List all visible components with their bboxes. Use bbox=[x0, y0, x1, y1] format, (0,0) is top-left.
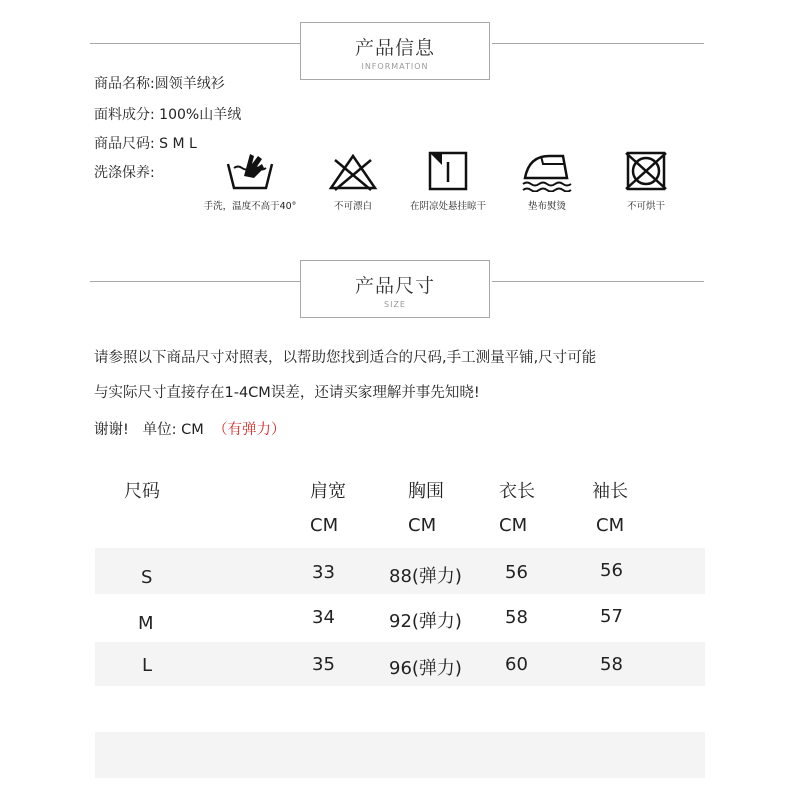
table-cell: 56 bbox=[505, 562, 528, 583]
care-item-no-tumble-dry bbox=[596, 150, 696, 212]
section-title: 产品尺寸 bbox=[354, 275, 435, 297]
no-tumble-dry-icon bbox=[620, 150, 672, 192]
table-unit: CM bbox=[596, 515, 625, 536]
divider-left bbox=[90, 281, 300, 282]
table-cell: 35 bbox=[312, 654, 335, 675]
section-title-box bbox=[300, 260, 490, 318]
table-row-bg-empty bbox=[95, 732, 705, 778]
care-item-shade-dry bbox=[398, 150, 498, 212]
table-cell: 34 bbox=[312, 607, 335, 628]
product-sizes: 商品尺码: S M L bbox=[94, 136, 197, 152]
notice-line-1: 请参照以下商品尺寸对照表，以帮助您找到适合的尺码,手工测量平铺,尺寸可能 bbox=[94, 350, 597, 366]
notice-line-2: 与实际尺寸直接存在1-4CM误差，还请买家理解并事先知晓! bbox=[94, 385, 480, 401]
unit-text: 单位: CM bbox=[142, 422, 204, 438]
table-cell: 56 bbox=[600, 560, 623, 581]
section-header-info bbox=[0, 22, 800, 80]
table-cell: L bbox=[142, 655, 153, 676]
table-cell: M bbox=[138, 613, 154, 634]
hand-wash-icon bbox=[224, 150, 276, 192]
notice-line-3 bbox=[94, 418, 286, 439]
table-header-shoulder: 肩宽 bbox=[310, 481, 346, 502]
section-subtitle: INFORMATION bbox=[361, 62, 429, 71]
table-cell: 57 bbox=[600, 606, 623, 627]
section-header-size bbox=[0, 260, 800, 318]
table-unit: CM bbox=[408, 515, 437, 536]
divider-left bbox=[90, 43, 300, 44]
section-title: 产品信息 bbox=[354, 37, 435, 59]
table-header-size: 尺码 bbox=[124, 481, 160, 502]
table-cell: 96(弹力) bbox=[389, 658, 462, 679]
section-subtitle: SIZE bbox=[384, 300, 406, 309]
table-cell: 92(弹力) bbox=[389, 611, 462, 632]
care-item-hand-wash bbox=[200, 150, 300, 212]
no-bleach-icon bbox=[327, 150, 379, 192]
care-item-no-bleach bbox=[303, 150, 403, 212]
care-item-iron bbox=[497, 150, 597, 212]
care-caption: 手洗，温度不高于40° bbox=[203, 201, 297, 212]
table-cell: 88(弹力) bbox=[389, 566, 462, 587]
iron-with-cloth-icon bbox=[519, 150, 575, 192]
elastic-note: （有弹力） bbox=[213, 422, 286, 438]
care-caption: 不可烘干 bbox=[626, 201, 665, 212]
table-unit: CM bbox=[310, 515, 339, 536]
section-title-box bbox=[300, 22, 490, 80]
table-header-sleeve: 袖长 bbox=[592, 481, 628, 502]
shade-dry-icon bbox=[422, 150, 474, 192]
care-label: 洗涤保养: bbox=[94, 165, 155, 181]
table-header-chest: 胸围 bbox=[408, 481, 444, 502]
table-header-length: 衣长 bbox=[499, 481, 535, 502]
divider-right bbox=[492, 281, 704, 282]
care-caption: 不可漂白 bbox=[333, 201, 372, 212]
table-cell: S bbox=[141, 567, 153, 588]
thanks-text: 谢谢! bbox=[94, 422, 129, 438]
product-name: 商品名称:圆领羊绒衫 bbox=[94, 76, 225, 92]
care-caption: 在阴凉处悬挂晾干 bbox=[409, 201, 486, 212]
divider-right bbox=[492, 43, 704, 44]
table-cell: 58 bbox=[505, 607, 528, 628]
care-caption: 垫布熨烫 bbox=[527, 201, 566, 212]
table-cell: 33 bbox=[312, 562, 335, 583]
fabric-composition: 面料成分: 100%山羊绒 bbox=[94, 107, 242, 123]
table-unit: CM bbox=[499, 515, 528, 536]
table-cell: 60 bbox=[505, 654, 528, 675]
table-cell: 58 bbox=[600, 654, 623, 675]
